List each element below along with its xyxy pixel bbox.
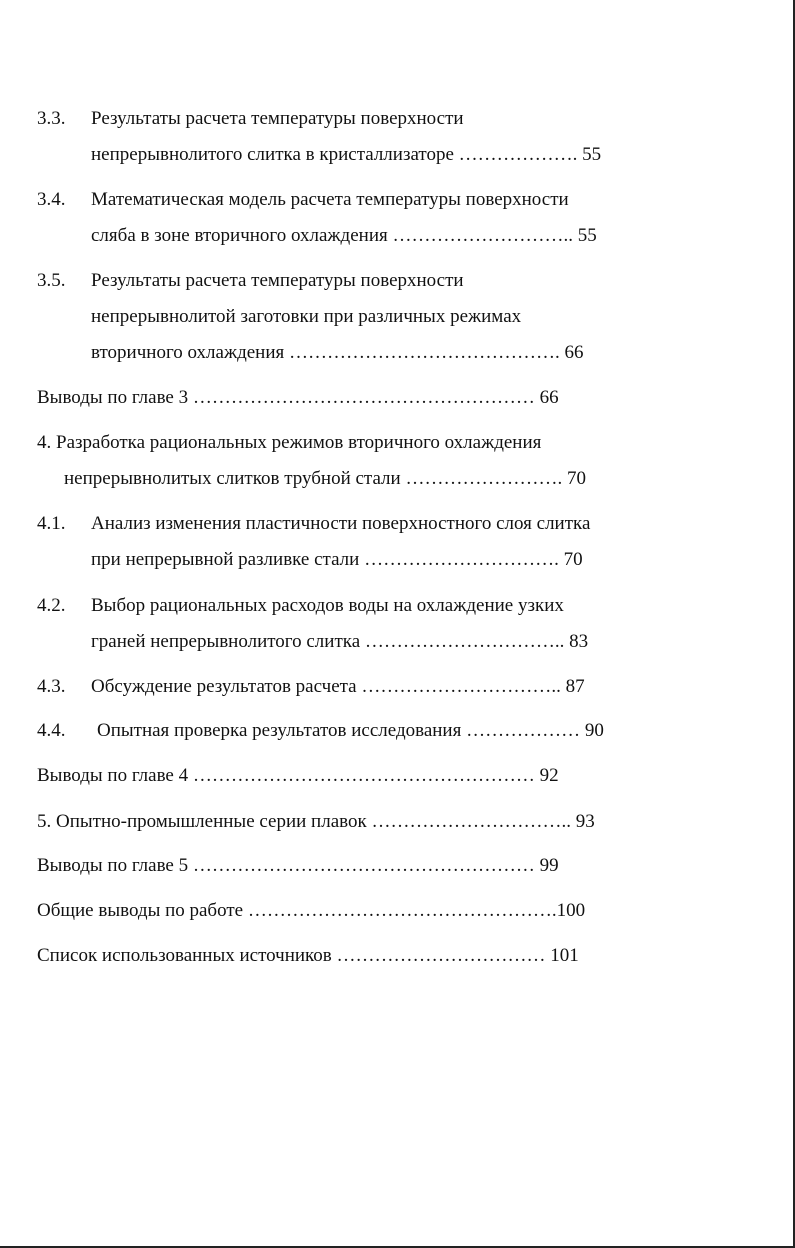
toc-entry-4-3-title: Обсуждение результатов расчета ………………………….. 87 [91, 676, 585, 697]
toc-entry-3-5-number: 3.5. [37, 270, 66, 291]
toc-references: Список использованных источников …………………………… 101 [37, 945, 579, 966]
toc-entry-4-2-number: 4.2. [37, 595, 66, 616]
toc-chapter-4-conclusions: Выводы по главе 4 ……………………………………………… 92 [37, 765, 559, 786]
toc-chapter-4-title-cont: непрерывнолитых слитков трубной стали ……………………. 70 [64, 468, 586, 489]
toc-entry-3-5-title-cont2: вторичного охлаждения ……………………………………. 66 [91, 342, 584, 363]
toc-entry-4-2-title: Выбор рациональных расходов воды на охлаждение узких [91, 595, 564, 616]
toc-chapter-3-conclusions: Выводы по главе 3 ……………………………………………… 66 [37, 387, 559, 408]
toc-entry-3-4-number: 3.4. [37, 189, 66, 210]
toc-entry-4-4-title: Опытная проверка результатов исследования ……………… 90 [97, 720, 604, 741]
toc-entry-4-1-number: 4.1. [37, 513, 66, 534]
toc-entry-4-1-title: Анализ изменения пластичности поверхностного слоя слитка [91, 513, 591, 534]
toc-entry-3-4-title-cont: сляба в зоне вторичного охлаждения ……………………….. 55 [91, 225, 597, 246]
toc-entry-3-3-title-cont: непрерывнолитого слитка в кристаллизаторе ………………. 55 [91, 144, 602, 165]
toc-chapter-5-conclusions: Выводы по главе 5 ……………………………………………… 99 [37, 855, 559, 876]
toc-entry-4-1-title-cont: при непрерывной разливке стали …………………………. 70 [91, 549, 583, 570]
toc-entry-3-3-number: 3.3. [37, 108, 66, 129]
toc-general-conclusions: Общие выводы по работе ………………………………………….100 [37, 900, 586, 921]
toc-entry-4-3-number: 4.3. [37, 676, 66, 697]
toc-chapter-4-title: 4. Разработка рациональных режимов вторичного охлаждения [37, 432, 542, 453]
toc-entry-3-5-title-cont: непрерывнолитой заготовки при различных режимах [91, 306, 522, 327]
toc-entry-4-2-title-cont: граней непрерывнолитого слитка ………………………….. 83 [91, 631, 589, 652]
toc-entry-3-4-title: Математическая модель расчета температуры поверхности [91, 189, 569, 210]
toc-entry-3-3-title: Результаты расчета температуры поверхности [91, 108, 464, 129]
toc-chapter-5-title: 5. Опытно-промышленные серии плавок ………………………….. 93 [37, 811, 595, 832]
toc-entry-4-4-number: 4.4. [37, 720, 66, 741]
toc-entry-3-5-title: Результаты расчета температуры поверхности [91, 270, 464, 291]
